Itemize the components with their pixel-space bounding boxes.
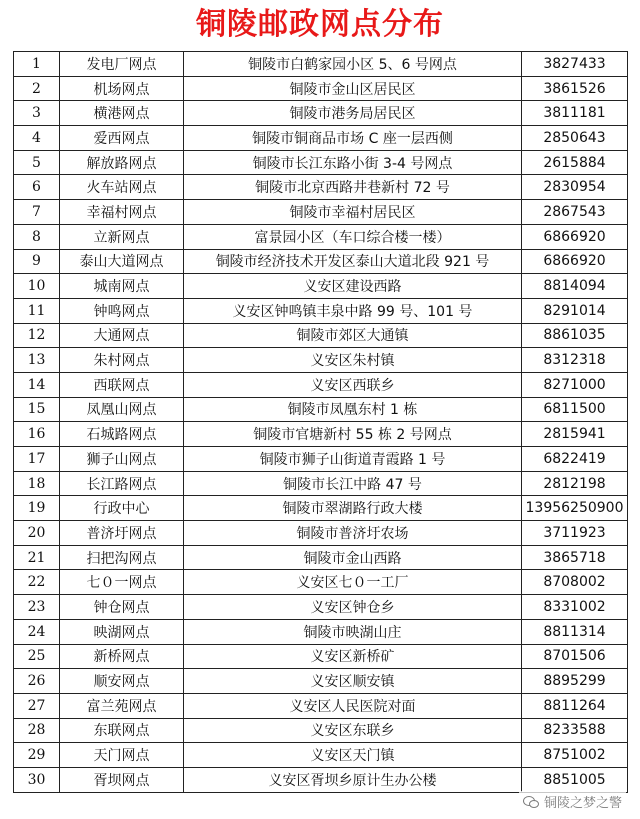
row-number: 18 [14,471,60,496]
outlet-address: 义安区顺安镇 [184,669,522,694]
outlet-name: 狮子山网点 [60,447,184,472]
outlet-name: 富兰苑网点 [60,693,184,718]
outlet-name: 横港网点 [60,101,184,126]
table-row [14,669,628,694]
outlet-phone: 8895299 [522,669,628,694]
outlet-phone: 8708002 [522,570,628,595]
row-number: 21 [14,545,60,570]
outlet-name: 钟仓网点 [60,595,184,620]
table-row [14,644,628,669]
outlet-address: 铜陵市幸福村居民区 [184,200,522,225]
table-row [14,570,628,595]
outlet-phone: 6866920 [522,249,628,274]
outlet-table [13,51,628,793]
outlet-address: 铜陵市金山区居民区 [184,76,522,101]
outlet-address: 铜陵市金山西路 [184,545,522,570]
outlet-phone: 8271000 [522,372,628,397]
table-row [14,52,628,77]
outlet-phone: 2830954 [522,175,628,200]
outlet-address: 义安区天门镇 [184,743,522,768]
outlet-name: 幸福村网点 [60,200,184,225]
table-row [14,298,628,323]
outlet-name: 行政中心 [60,496,184,521]
outlet-address: 铜陵市官塘新村 55 栋 2 号网点 [184,422,522,447]
row-number: 8 [14,224,60,249]
outlet-address: 义安区人民医院对面 [184,693,522,718]
outlet-phone: 6822419 [522,447,628,472]
table-row [14,200,628,225]
row-number: 22 [14,570,60,595]
outlet-address: 富景园小区（车口综合楼一楼） [184,224,522,249]
outlet-phone: 6811500 [522,397,628,422]
outlet-name: 机场网点 [60,76,184,101]
outlet-phone: 8851005 [522,767,628,792]
outlet-phone: 13956250900 [522,496,628,521]
outlet-name: 城南网点 [60,274,184,299]
outlet-address: 铜陵市普济圩农场 [184,521,522,546]
outlet-phone: 8701506 [522,644,628,669]
outlet-address: 铜陵市长江东路小街 3-4 号网点 [184,150,522,175]
outlet-phone: 8233588 [522,718,628,743]
outlet-name: 天门网点 [60,743,184,768]
outlet-address: 义安区胥坝乡原计生办公楼 [184,767,522,792]
outlet-phone: 8312318 [522,348,628,373]
table-row [14,521,628,546]
outlet-name: 扫把沟网点 [60,545,184,570]
outlet-address: 铜陵市郊区大通镇 [184,323,522,348]
outlet-phone: 2815941 [522,422,628,447]
table-row [14,101,628,126]
outlet-phone: 8751002 [522,743,628,768]
outlet-phone: 3811181 [522,101,628,126]
outlet-name: 映湖网点 [60,619,184,644]
row-number: 20 [14,521,60,546]
row-number: 26 [14,669,60,694]
outlet-address: 义安区西联乡 [184,372,522,397]
outlet-name: 新桥网点 [60,644,184,669]
outlet-name: 石城路网点 [60,422,184,447]
row-number: 19 [14,496,60,521]
row-number: 3 [14,101,60,126]
row-number: 13 [14,348,60,373]
outlet-name: 七０一网点 [60,570,184,595]
table-row [14,323,628,348]
outlet-address: 铜陵市北京西路井巷新村 72 号 [184,175,522,200]
row-number: 14 [14,372,60,397]
outlet-address: 铜陵市翠湖路行政大楼 [184,496,522,521]
row-number: 25 [14,644,60,669]
row-number: 4 [14,126,60,151]
row-number: 6 [14,175,60,200]
outlet-phone: 2812198 [522,471,628,496]
table-row [14,595,628,620]
row-number: 5 [14,150,60,175]
table-row [14,372,628,397]
outlet-name: 立新网点 [60,224,184,249]
outlet-address: 铜陵市凤凰东村 1 栋 [184,397,522,422]
row-number: 28 [14,718,60,743]
outlet-address: 铜陵市狮子山街道青霞路 1 号 [184,447,522,472]
row-number: 7 [14,200,60,225]
row-number: 16 [14,422,60,447]
outlet-address: 义安区建设西路 [184,274,522,299]
outlet-phone: 8861035 [522,323,628,348]
table-row [14,471,628,496]
outlet-name: 钟鸣网点 [60,298,184,323]
outlet-address: 铜陵市铜商品市场 C 座一层西侧 [184,126,522,151]
row-number: 1 [14,52,60,77]
outlet-name: 胥坝网点 [60,767,184,792]
wechat-icon [523,795,539,808]
outlet-address: 铜陵市经济技术开发区泰山大道北段 921 号 [184,249,522,274]
outlet-phone: 3861526 [522,76,628,101]
outlet-phone: 2850643 [522,126,628,151]
watermark [519,791,626,811]
row-number: 2 [14,76,60,101]
outlet-name: 解放路网点 [60,150,184,175]
outlet-address: 铜陵市白鹤家园小区 5、6 号网点 [184,52,522,77]
outlet-phone: 3827433 [522,52,628,77]
table-row [14,274,628,299]
outlet-address: 义安区钟鸣镇丰泉中路 99 号、101 号 [184,298,522,323]
outlet-name: 泰山大道网点 [60,249,184,274]
outlet-name: 普济圩网点 [60,521,184,546]
table-row [14,126,628,151]
row-number: 23 [14,595,60,620]
outlet-address: 铜陵市长江中路 47 号 [184,471,522,496]
table-row [14,743,628,768]
page-title: 铜陵邮政网点分布 [196,7,444,42]
outlet-phone: 8291014 [522,298,628,323]
table-row [14,767,628,792]
row-number: 30 [14,767,60,792]
table-row [14,619,628,644]
row-number: 15 [14,397,60,422]
outlet-phone: 3711923 [522,521,628,546]
row-number: 11 [14,298,60,323]
row-number: 12 [14,323,60,348]
outlet-address: 义安区七０一工厂 [184,570,522,595]
outlet-name: 爱西网点 [60,126,184,151]
row-number: 27 [14,693,60,718]
outlet-phone: 6866920 [522,224,628,249]
table-row [14,249,628,274]
table-row [14,224,628,249]
row-number: 17 [14,447,60,472]
table-row [14,397,628,422]
row-number: 10 [14,274,60,299]
table-row [14,545,628,570]
table-row [14,348,628,373]
outlet-address: 义安区朱村镇 [184,348,522,373]
outlet-phone: 8811264 [522,693,628,718]
outlet-address: 义安区钟仓乡 [184,595,522,620]
table-row [14,150,628,175]
table-row [14,496,628,521]
outlet-address: 铜陵市港务局居民区 [184,101,522,126]
outlet-name: 西联网点 [60,372,184,397]
outlet-phone: 8811314 [522,619,628,644]
outlet-phone: 2615884 [522,150,628,175]
row-number: 24 [14,619,60,644]
outlet-address: 义安区新桥矿 [184,644,522,669]
watermark-text: 铜陵之梦之警 [543,795,622,811]
outlet-phone: 2867543 [522,200,628,225]
outlet-name: 大通网点 [60,323,184,348]
outlet-name: 凤凰山网点 [60,397,184,422]
outlet-name: 火车站网点 [60,175,184,200]
table-row [14,718,628,743]
row-number: 9 [14,249,60,274]
outlet-name: 顺安网点 [60,669,184,694]
table-row [14,175,628,200]
outlet-phone: 3865718 [522,545,628,570]
outlet-table-body [14,52,628,793]
table-row [14,422,628,447]
outlet-address: 铜陵市映湖山庄 [184,619,522,644]
outlet-name: 发电厂网点 [60,52,184,77]
outlet-address: 义安区东联乡 [184,718,522,743]
row-number: 29 [14,743,60,768]
outlet-name: 东联网点 [60,718,184,743]
outlet-phone: 8331002 [522,595,628,620]
outlet-name: 朱村网点 [60,348,184,373]
outlet-phone: 8814094 [522,274,628,299]
table-row [14,447,628,472]
outlet-name: 长江路网点 [60,471,184,496]
table-row [14,693,628,718]
table-row [14,76,628,101]
